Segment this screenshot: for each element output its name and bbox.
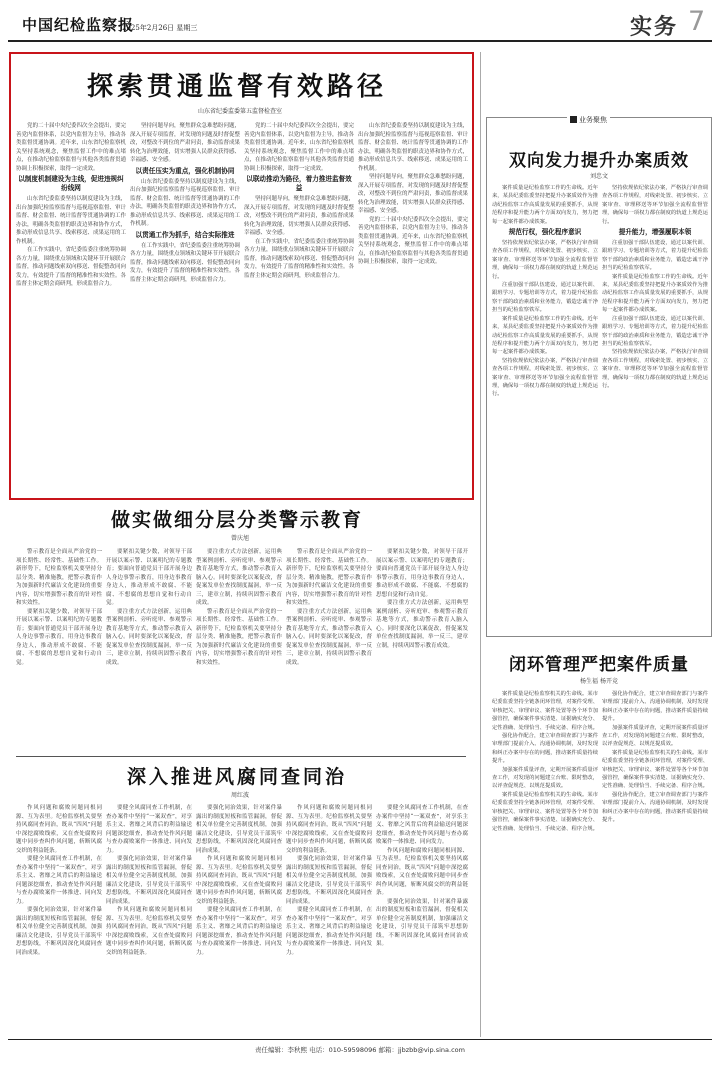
article1-paragraph: 山东省纪委监委坚持以制度建设为主线，出台加强纪检监察监督与巡视巡察监督、审计监督、财会监督、统计监督等贯通协调的工作办法，明确各类监督的职责边界和协作方式，推动形成信息共享、线索移送、成果运用的工作机制。 (16, 196, 126, 245)
article2-paragraph: 警示教育是全面从严治党的一项长期性、经常性、基础性工作。新形势下，纪检监察机关要坚持分层分类、精准施教，把警示教育作为加强新时代廉洁文化建设的重要内容，切实增强警示教育的针对性和实效性。 (286, 549, 372, 606)
header-rule (8, 40, 712, 42)
sidebar-article2-byline: 杨生福 杨开竞 (580, 678, 618, 685)
article2-paragraph: 要紧扣关键少数，对领导干部开展以案示警、以案明纪的专题教育；要面向普通党员干部开展身边人身边事警示教育，用身边事教育身边人，推动形成不敢腐、不能腐、不想腐的思想自觉和行动自觉。 (376, 549, 468, 598)
page-footer: 责任编辑：李秋熙 电话：010-59598096 邮箱：jjbzbb@vip.sina.com (255, 1046, 465, 1054)
sidebar-paragraph: 坚持依规依纪依法办案，严格执行审查调查各项工作规程，对线索处置、初步核实、立案审查、审理移送等环节加强全流程监督管理，确保每一项权力都在制度的轨道上规范运行。 (492, 240, 598, 280)
article2-paragraph: 要注重方式方法创新，运用典型案例剖析、旁听庭审、参观警示教育基地等方式，推动警示教育入脑入心。同时要深化以案促改，督促案发单位查找制度漏洞，举一反三，建章立制，持续巩固警示教育成效。 (376, 600, 468, 649)
sidebar-paragraph: 坚持依规依纪依法办案，严格执行审查调查各项工作规程，对线索处置、初步核实、立案审查、审理移送等环节加强全流程监督管理，确保每一项权力都在制度的轨道上规范运行。 (602, 185, 708, 225)
article2-paragraph: 警示教育是全面从严治党的一项长期性、经常性、基础性工作。新形势下，纪检监察机关要坚持分层分类、精准施教，把警示教育作为加强新时代廉洁文化建设的重要内容，切实增强警示教育的针对性和实效性。 (196, 608, 282, 666)
article3-paragraph: 要健全风腐同查工作机制，在查办案件中坚持“一案双查”，对享乐主义、奢靡之风背后的利益输送问题深挖细查，推动查处作风问题与查办腐败案件一体推进、同向发力。 (286, 907, 372, 956)
article1-paragraph: 党的二十届中央纪委四次全会提出，要完善党内监督体系，以党内监督为主导，推动各类监督贯通协调。近年来，山东省纪检监察机关坚持系统观念，聚焦监督工作中的难点堵点，在推动纪检监察监督与其他各类监督贯通协调上积极探索，取得一定成效。 (244, 123, 354, 172)
sidebar-paragraph: 强化协作配合，建立审查调查部门与案件审理部门提前介入、沟通协调机制，及时发现和纠正办案中存在的问题，推动案件质量持续提升。 (602, 691, 708, 723)
article1-subhead: 以制度机制建设为主线，促进违规纠纷线网 (18, 175, 124, 192)
sidebar-subhead: 规范行权，强化程序意识 (508, 228, 582, 237)
article3-paragraph: 要强化同治效果，针对案件暴露出的制度短板和监管漏洞，督促相关单位健全完善制度机制，加强廉洁文化建设，引导党员干部筑牢思想防线，不断巩固深化风腐同查同治成果。 (286, 856, 372, 905)
footer-rule (8, 1039, 712, 1040)
article1-paragraph: 山东省纪委监委坚持以制度建设为主线，出台加强纪检监察监督与巡视巡察监督、审计监督、财会监督、统计监督等贯通协调的工作办法，明确各类监督的职责边界和协作方式，推动形成信息共享、线索移送、成果运用的工作机制。 (130, 178, 240, 227)
article2-paragraph: 要注重方式方法创新，运用典型案例剖析、旁听庭审、参观警示教育基地等方式，推动警示教育入脑入心。同时要深化以案促改，督促案发单位查找制度漏洞，举一反三，建章立制，持续巩固警示教育成效。 (286, 608, 372, 666)
article3-paragraph: 要健全风腐同查工作机制，在查办案件中坚持“一案双查”，对享乐主义、奢靡之风背后的利益输送问题深挖细查，推动查处作风问题与查办腐败案件一体推进、同向发力。 (196, 907, 282, 956)
sidebar-article2-column-1 (492, 690, 598, 1035)
article2-paragraph: 要紧扣关键少数，对领导干部开展以案示警、以案明纪的专题教育；要面向普通党员干部开展身边人身边事警示教育，用身边事教育身边人，推动形成不敢腐、不能腐、不想腐的思想自觉和行动自觉。 (16, 608, 102, 666)
article1-title: 探索贯通监督有效路径 (86, 72, 387, 102)
sidebar-paragraph: 加强案件质量评查，定期开展案件质量评查工作，对发现的问题建立台账、限时整改，以评查促规范、以规范提质效。 (492, 766, 598, 790)
article1-paragraph: 山东省纪委监委坚持以制度建设为主线，出台加强纪检监察监督与巡视巡察监督、审计监督、财会监督、统计监督等贯通协调的工作办法，明确各类监督的职责边界和协作方式，推动形成信息共享、线索移送、成果运用的工作机制。 (358, 123, 468, 172)
article3-byline: 周红波 (230, 792, 249, 799)
sidebar-article1-title: 双向发力提升办案质效 (509, 151, 689, 171)
sidebar-paragraph: 注重加强干部队伍建设，通过以案代训、跟班学习、专题培训等方式，着力提升纪检监察干部的政治素质和业务能力，锻造忠诚干净担当的纪检监察铁军。 (602, 240, 708, 272)
article1-paragraph: 坚持问题导向，聚焦群众急难愁盼问题，深入开展专项监督，对发现的问题及时督促整改，对整改不到位的严肃问责，推动监督成果转化为治理效能，切实增强人民群众获得感、幸福感、安全感。 (358, 174, 468, 214)
article1-subhead: 以贯通工作为抓手，结合实际推进 (135, 230, 235, 239)
article2-column-3 (196, 548, 282, 748)
article1-paragraph: 党的二十届中央纪委四次全会提出，要完善党内监督体系，以党内监督为主导，推动各类监督贯通协调。近年来，山东省纪检监察机关坚持系统观念，聚焦监督工作中的难点堵点，在推动纪检监察监督与其他各类监督贯通协调上积极探索，取得一定成效。 (16, 123, 126, 172)
article1-column-3 (244, 122, 354, 492)
article2-column-1 (16, 548, 102, 748)
article3-column-3 (196, 804, 282, 1034)
sidebar-paragraph: 坚持依规依纪依法办案，严格执行审查调查各项工作规程，对线索处置、初步核实、立案审查、审理移送等环节加强全流程监督管理，确保每一项权力都在制度的轨道上规范运行。 (602, 349, 708, 389)
article2-paragraph: 要注重方式方法创新，运用典型案例剖析、旁听庭审、参观警示教育基地等方式，推动警示教育入脑入心。同时要深化以案促改，督促案发单位查找制度漏洞，举一反三，建章立制，持续巩固警示教育成效。 (106, 608, 192, 666)
sidebar-article1-column-2 (602, 184, 708, 629)
article3-paragraph: 作风问题和腐败问题同根同源、互为表里。纪检监察机关要坚持风腐同查同治，既从“四风”问题中深挖腐败线索，又在查处腐败问题中同步查纠作风问题，斩断风腐交织的利益链条。 (16, 805, 102, 854)
sidebar-paragraph: 案件质量是纪检监察工作的生命线。近年来，某县纪委监委坚持把提升办案质效作为推动纪检监察工作高质量发展的重要抓手，从规范程序和提升能力两个方面双向发力，努力把每一起案件都办成铁案。 (492, 315, 598, 356)
sidebar-tag (567, 115, 610, 125)
article3-paragraph: 作风问题和腐败问题同根同源、互为表里。纪检监察机关要坚持风腐同查同治，既从“四风”问题中深挖腐败线索，又在查处腐败问题中同步查纠作风问题，斩断风腐交织的利益链条。 (286, 805, 372, 854)
sidebar-article2-title: 闭环管理严把案件质量 (509, 655, 689, 675)
article1-subhead: 以责任压实为重点，强化机制协同 (135, 166, 235, 175)
article1-paragraph: 党的二十届中央纪委四次全会提出，要完善党内监督体系，以党内监督为主导，推动各类监督贯通协调。近年来，山东省纪检监察机关坚持系统观念，聚焦监督工作中的难点堵点，在推动纪检监察监督与其他各类监督贯通协调上积极探索，取得一定成效。 (358, 216, 468, 265)
sidebar-paragraph: 加强案件质量评查，定期开展案件质量评查工作，对发现的问题建立台账、限时整改，以评查促规范、以规范提质效。 (602, 724, 708, 748)
article3-paragraph: 作风问题和腐败问题同根同源、互为表里。纪检监察机关要坚持风腐同查同治，既从“四风”问题中深挖腐败线索，又在查处腐败问题中同步查纠作风问题，斩断风腐交织的利益链条。 (196, 856, 282, 905)
sidebar-article1-byline: 刘忠文 (589, 173, 608, 180)
masthead: 中国纪检监察报 (22, 16, 135, 34)
article1-paragraph: 在工作实践中，省纪委监委注重统筹协调各方力量，围绕重点领域和关键环节开展联合监督，推动问题线索双向移送、督促整改同向发力，有效提升了监督的精准性和实效性。各监督主体定期会商研判，形成监督合力。 (16, 247, 126, 287)
sidebar-subhead: 提升能力，增强履职本领 (618, 228, 692, 237)
article3-paragraph: 要强化同治效果，针对案件暴露出的制度短板和监管漏洞，督促相关单位健全完善制度机制，加强廉洁文化建设，引导党员干部筑牢思想防线，不断巩固深化风腐同查同治成果。 (16, 907, 102, 956)
article3-column-4 (286, 804, 372, 1034)
sidebar-paragraph: 注重加强干部队伍建设，通过以案代训、跟班学习、专题培训等方式，着力提升纪检监察干部的政治素质和业务能力，锻造忠诚干净担当的纪检监察铁军。 (602, 315, 708, 347)
article3-paragraph: 要健全风腐同查工作机制，在查办案件中坚持“一案双查”，对享乐主义、奢靡之风背后的利益输送问题深挖细查，推动查处作风问题与查办腐败案件一体推进、同向发力。 (16, 856, 102, 905)
article3-paragraph: 要健全风腐同查工作机制，在查办案件中坚持“一案双查”，对享乐主义、奢靡之风背后的利益输送问题深挖细查，推动查处作风问题与查办腐败案件一体推进、同向发力。 (106, 805, 192, 854)
article3-paragraph: 要强化同治效果，针对案件暴露出的制度短板和监管漏洞，督促相关单位健全完善制度机制，加强廉洁文化建设，引导党员干部筑牢思想防线，不断巩固深化风腐同查同治成果。 (106, 856, 192, 905)
article3-paragraph: 要强化同治效果，针对案件暴露出的制度短板和监管漏洞，督促相关单位健全完善制度机制，加强廉洁文化建设，引导党员干部筑牢思想防线，不断巩固深化风腐同查同治成果。 (376, 898, 468, 947)
article1-column-4 (358, 122, 468, 492)
article3-paragraph: 作风问题和腐败问题同根同源、互为表里。纪检监察机关要坚持风腐同查同治，既从“四风”问题中深挖腐败线索，又在查处腐败问题中同步查纠作风问题，斩断风腐交织的利益链条。 (106, 907, 192, 956)
column-divider (480, 52, 481, 1037)
article3-paragraph: 作风问题和腐败问题同根同源、互为表里。纪检监察机关要坚持风腐同查同治，既从“四风”问题中深挖腐败线索，又在查处腐败问题中同步查纠作风问题，斩断风腐交织的利益链条。 (376, 847, 468, 896)
article2-title: 做实做细分层分类警示教育 (110, 509, 363, 531)
sidebar-paragraph: 案件质量是纪检监察机关的生命线。某市纪委监委坚持全链条闭环管理，对案件受理、审核把关、审理审议、案件处置等各个环节加强管控，确保案件事实清楚、证据确实充分、定性准确、处理恰当、手续完备、程序合规。 (602, 749, 708, 790)
page-number: 7 (688, 6, 706, 37)
article3-paragraph: 要健全风腐同查工作机制，在查办案件中坚持“一案双查”，对享乐主义、奢靡之风背后的利益输送问题深挖细查，推动查处作风问题与查办腐败案件一体推进、同向发力。 (376, 805, 468, 845)
issue-date: 2025年2月26日 星期三 (122, 24, 198, 32)
article1-column-1 (16, 122, 126, 492)
article1-paragraph: 在工作实践中，省纪委监委注重统筹协调各方力量，围绕重点领域和关键环节开展联合监督，推动问题线索双向移送、督促整改同向发力，有效提升了监督的精准性和实效性。各监督主体定期会商研判，形成监督合力。 (130, 242, 240, 283)
article1-paragraph: 在工作实践中，省纪委监委注重统筹协调各方力量，围绕重点领域和关键环节开展联合监督，推动问题线索双向移送、督促整改同向发力，有效提升了监督的精准性和实效性。各监督主体定期会商研判，形成监督合力。 (244, 238, 354, 279)
article3-title: 深入推进风腐同查同治 (126, 766, 347, 788)
section-marker-icon (570, 116, 577, 123)
sidebar-paragraph: 案件质量是纪检监察机关的生命线。某市纪委监委坚持全链条闭环管理，对案件受理、审核把关、审理审议、案件处置等各个环节加强管控，确保案件事实清楚、证据确实充分、定性准确、处理恰当、手续完备、程序合规。 (492, 791, 598, 832)
article3-paragraph: 要强化同治效果，针对案件暴露出的制度短板和监管漏洞，督促相关单位健全完善制度机制，加强廉洁文化建设，引导党员干部筑牢思想防线，不断巩固深化风腐同查同治成果。 (196, 805, 282, 854)
sidebar-paragraph: 坚持依规依纪依法办案，严格执行审查调查各项工作规程，对线索处置、初步核实、立案审查、审理移送等环节加强全流程监督管理，确保每一项权力都在制度的轨道上规范运行。 (492, 357, 598, 398)
article3-column-2 (106, 804, 192, 1034)
sidebar-paragraph: 案件质量是纪检监察机关的生命线。某市纪委监委坚持全链条闭环管理，对案件受理、审核把关、审理审议、案件处置等各个环节加强管控，确保案件事实清楚、证据确实充分、定性准确、处理恰当、手续完备、程序合规。 (492, 691, 598, 731)
sidebar-article2-column-2 (602, 690, 708, 1035)
article2-paragraph: 警示教育是全面从严治党的一项长期性、经常性、基础性工作。新形势下，纪检监察机关要坚持分层分类、精准施教，把警示教育作为加强新时代廉洁文化建设的重要内容，切实增强警示教育的针对性和实效性。 (16, 549, 102, 606)
article2-column-2 (106, 548, 192, 748)
article1-subhead: 以联动推动为路径，着力推进监督效益 (246, 175, 352, 192)
article1-column-2 (130, 122, 240, 492)
article1-byline: 山东省纪委监委第五监督检查室 (197, 108, 282, 115)
article3-column-5 (376, 804, 468, 1034)
sidebar-paragraph: 强化协作配合，建立审查调查部门与案件审理部门提前介入、沟通协调机制，及时发现和纠正办案中存在的问题，推动案件质量持续提升。 (602, 791, 708, 824)
section-name: 实务 (630, 14, 679, 40)
article-divider (16, 756, 466, 757)
article3-column-1 (16, 804, 102, 1034)
article2-paragraph: 要紧扣关键少数，对领导干部开展以案示警、以案明纪的专题教育；要面向普通党员干部开展身边人身边事警示教育，用身边事教育身边人，推动形成不敢腐、不能腐、不想腐的思想自觉和行动自觉。 (106, 549, 192, 606)
article2-column-4 (286, 548, 372, 748)
sidebar-article1-column-1 (492, 184, 598, 629)
article2-byline: 曾庆旭 (230, 535, 249, 542)
sidebar-paragraph: 注重加强干部队伍建设，通过以案代训、跟班学习、专题培训等方式，着力提升纪检监察干部的政治素质和业务能力，锻造忠诚干净担当的纪检监察铁军。 (492, 282, 598, 314)
sidebar-paragraph: 强化协作配合，建立审查调查部门与案件审理部门提前介入、沟通协调机制，及时发现和纠正办案中存在的问题，推动案件质量持续提升。 (492, 733, 598, 765)
article1-paragraph: 坚持问题导向，聚焦群众急难愁盼问题，深入开展专项监督，对发现的问题及时督促整改，对整改不到位的严肃问责，推动监督成果转化为治理效能，切实增强人民群众获得感、幸福感、安全感。 (244, 196, 354, 236)
sidebar-paragraph: 案件质量是纪检监察工作的生命线。近年来，某县纪委监委坚持把提升办案质效作为推动纪检监察工作高质量发展的重要抓手，从规范程序和提升能力两个方面双向发力，努力把每一起案件都办成铁案。 (492, 185, 598, 225)
article1-paragraph: 坚持问题导向，聚焦群众急难愁盼问题，深入开展专项监督，对发现的问题及时督促整改，对整改不到位的严肃问责，推动监督成果转化为治理效能，切实增强人民群众获得感、幸福感、安全感。 (130, 123, 240, 163)
sidebar-paragraph: 案件质量是纪检监察工作的生命线。近年来，某县纪委监委坚持把提升办案质效作为推动纪检监察工作高质量发展的重要抓手，从规范程序和提升能力两个方面双向发力，努力把每一起案件都办成铁案。 (602, 273, 708, 314)
article2-paragraph: 要注重方式方法创新，运用典型案例剖析、旁听庭审、参观警示教育基地等方式，推动警示教育入脑入心。同时要深化以案促改，督促案发单位查找制度漏洞，举一反三，建章立制，持续巩固警示教育成效。 (196, 549, 282, 606)
article2-column-5 (376, 548, 468, 748)
sidebar-tag-label: 业务聚焦 (579, 116, 607, 124)
